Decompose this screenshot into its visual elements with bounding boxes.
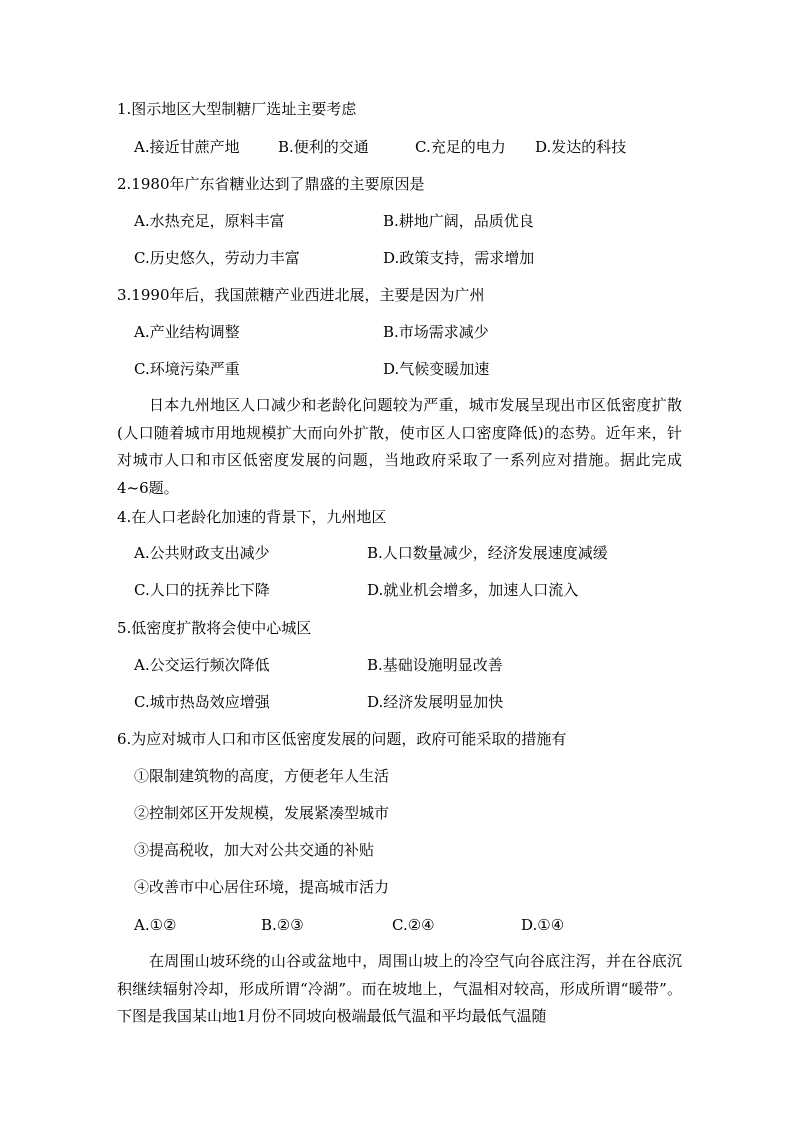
q5-option-c: C.城市热岛效应增强: [134, 693, 270, 711]
question-1-stem: 1.图示地区大型制糖厂选址主要考虑: [117, 100, 357, 118]
q1-option-b: B.便利的交通: [278, 138, 369, 156]
question-3-stem: 3.1990年后，我国蔗糖产业西进北展，主要是因为广州: [117, 286, 485, 304]
passage-cold-lake: 在周围山坡环绕的山谷或盆地中，周围山坡上的冷空气向谷底注泻，并在谷底沉积继续辐射冷却，形成所谓“冷湖”。而在坡地上，气温相对较高，形成所谓“暖带”。下图是我国某山地1月份不同坡向极端最低气温和平均最低气温随: [117, 952, 682, 1025]
question-5-stem: 5.低密度扩散将会使中心城区: [117, 619, 312, 637]
q6-statement-4: ④改善市中心居住环境，提高城市活力: [134, 878, 390, 896]
q3-option-c: C.环境污染严重: [134, 360, 240, 378]
q2-option-d: D.政策支持，需求增加: [383, 249, 535, 267]
passage-kyushu: 日本九州地区人口减少和老龄化问题较为严重，城市发展呈现出市区低密度扩散(人口随着城市用地规模扩大而向外扩散，使市区人口密度降低)的态势。近年来，针对城市人口和市区低密度发展的问题，当地政府采取了一系列应对措施。据此完成4~6题。: [117, 396, 682, 497]
q5-option-a: A.公交运行频次降低: [134, 656, 270, 674]
question-6-stem: 6.为应对城市人口和市区低密度发展的问题，政府可能采取的措施有: [117, 730, 567, 748]
q6-statement-1: ①限制建筑物的高度，方便老年人生活: [134, 767, 390, 785]
q4-option-c: C.人口的抚养比下降: [134, 581, 270, 599]
q3-option-a: A.产业结构调整: [134, 323, 240, 341]
q4-option-a: A.公共财政支出减少: [134, 544, 270, 562]
q2-option-a: A.水热充足，原料丰富: [134, 212, 285, 230]
q5-option-b: B.基础设施明显改善: [367, 656, 503, 674]
question-2-stem: 2.1980年广东省糖业达到了鼎盛的主要原因是: [117, 175, 425, 193]
q6-statement-3: ③提高税收，加大对公共交通的补贴: [134, 841, 375, 859]
q3-option-d: D.气候变暖加速: [383, 360, 490, 378]
q6-option-a: A.①②: [134, 916, 177, 934]
q1-option-d: D.发达的科技: [535, 138, 627, 156]
q4-option-d: D.就业机会增多，加速人口流入: [367, 581, 579, 599]
q2-option-b: B.耕地广阔，品质优良: [383, 212, 534, 230]
q6-option-c: C.②④: [392, 916, 435, 934]
q6-option-b: B.②③: [261, 916, 304, 934]
q3-option-b: B.市场需求减少: [383, 323, 489, 341]
question-4-stem: 4.在人口老龄化加速的背景下，九州地区: [117, 508, 387, 526]
q6-statement-2: ②控制郊区开发规模，发展紧凑型城市: [134, 804, 390, 822]
q4-option-b: B.人口数量减少，经济发展速度减缓: [367, 544, 608, 562]
q1-option-c: C.充足的电力: [415, 138, 506, 156]
q2-option-c: C.历史悠久，劳动力丰富: [134, 249, 300, 267]
q1-option-a: A.接近甘蔗产地: [134, 138, 240, 156]
q5-option-d: D.经济发展明显加快: [367, 693, 504, 711]
q6-option-d: D.①④: [521, 916, 565, 934]
